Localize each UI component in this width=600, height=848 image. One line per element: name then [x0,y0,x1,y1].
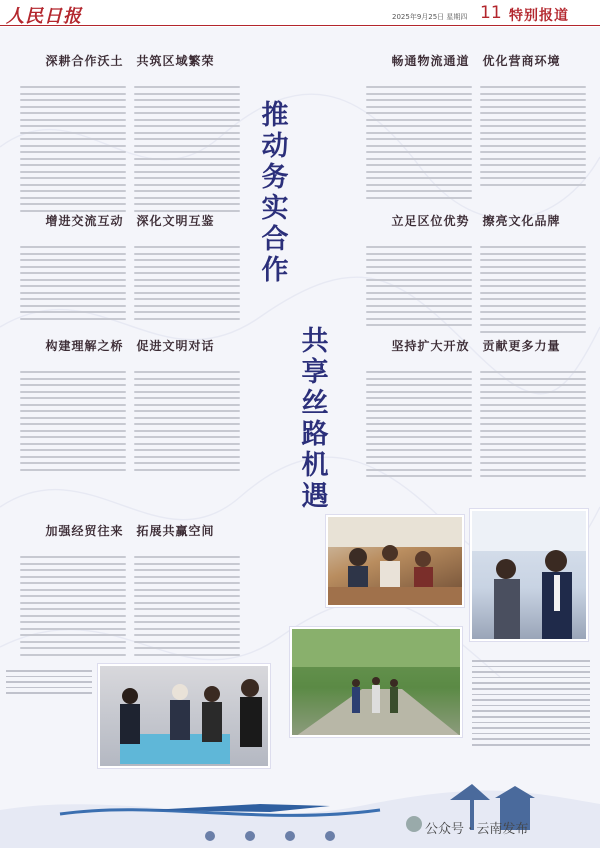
main-title-left-column: 推 动 务 实 合 作 [261,100,289,286]
article-1 [20,52,240,217]
article-headline: 增进交流互动 深化文明互鉴 [45,214,215,228]
article-headline: 构建理解之桥 促进文明对话 [45,339,215,353]
article-headline: 坚持扩大开放 贡献更多力量 [391,339,561,353]
issue-date: 2025年9月25日 星期四 [392,13,468,21]
article-headline: 立足区位优势 擦亮文化品牌 [391,214,561,228]
article-headline: 加强经贸往来 拓展共赢空间 [45,524,215,538]
article-body [480,86,586,203]
article-body [366,86,472,203]
main-title-right-column: 共 享 丝 路 机 遇 [301,326,329,512]
article-body [134,86,240,216]
photo-exhibition-visitors [326,515,464,607]
photo-conference-visitors [98,664,270,768]
watermark-text: 公众号 · 云南发布 [425,822,529,837]
article-body [366,371,472,482]
photo-captions [472,660,590,750]
masthead [0,0,600,26]
article-body [134,556,240,660]
article-body [134,371,240,475]
page-number: 11 [480,3,502,23]
article-body [480,371,586,482]
photo-park-walk [290,627,462,737]
article-body [20,556,126,660]
article-5 [20,337,240,487]
article-7 [20,522,240,662]
article-body [20,86,126,216]
article-6 [366,337,586,502]
editor-credits [6,670,92,698]
section-title: 特别报道 [509,8,569,24]
article-body [480,246,586,337]
article-headline: 深耕合作沃土 共筑区域繁荣 [45,54,215,68]
newspaper-logo: 人民日报 [6,6,82,27]
article-2 [366,52,586,202]
article-body [366,246,472,337]
article-body [134,246,240,324]
article-3 [20,212,240,322]
article-body [20,246,126,324]
article-body [20,371,126,475]
wechat-icon [406,816,422,832]
article-headline: 畅通物流通道 优化营商环境 [391,54,561,68]
article-4 [366,212,586,342]
photo-delegation-tour [470,509,588,641]
